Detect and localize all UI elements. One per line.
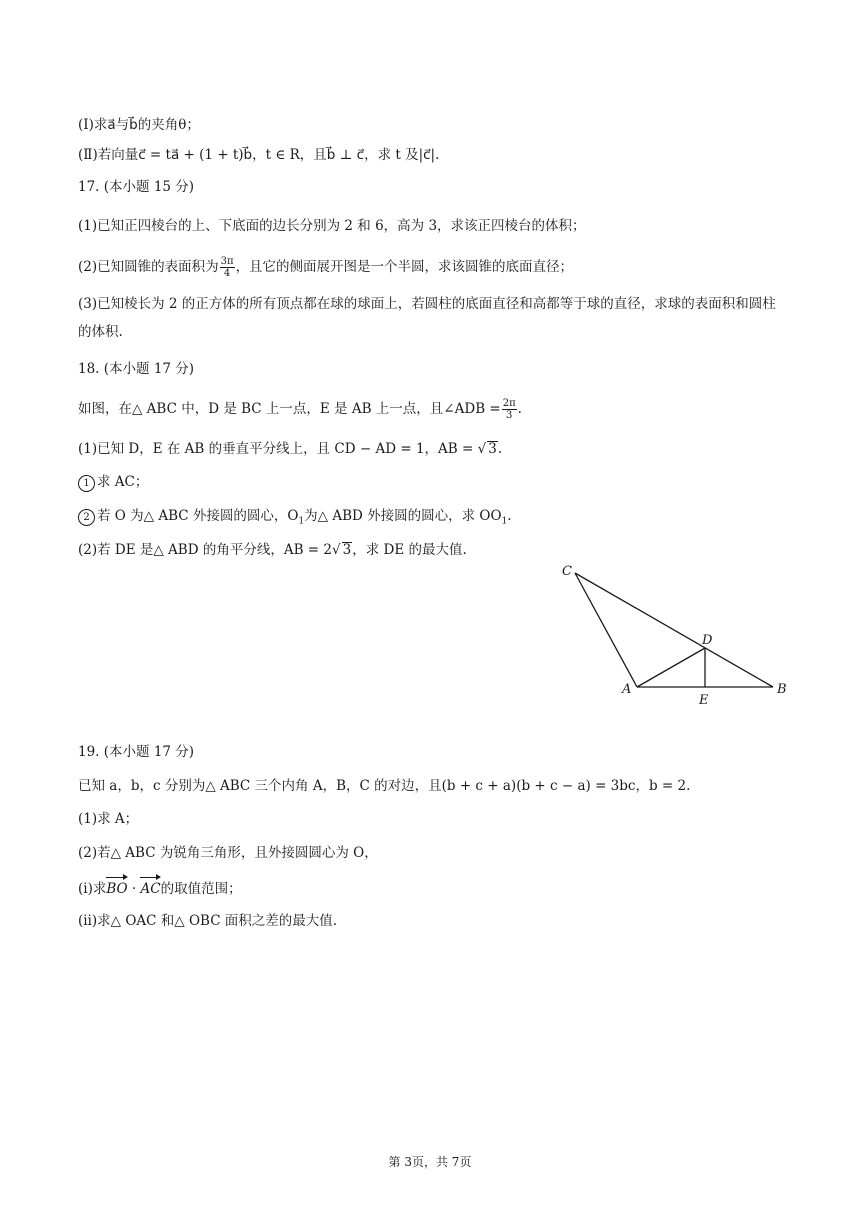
- q18-p2-post: ，求 DE 的最大值.: [352, 542, 467, 558]
- q18-c2-post: .: [507, 508, 512, 524]
- q18-p1-post: .: [497, 441, 503, 457]
- question-17-part-1: (1)已知正四棱台的上、下底面的边长分别为 2 和 6，高为 3，求该正四棱台的体积；: [78, 218, 586, 234]
- question-19-sub-i: [78, 880, 242, 898]
- subscript-1: 1: [298, 516, 305, 527]
- question-19-heading: 19. (本小题 17 分): [78, 744, 195, 760]
- q18-c2-mid: 为△ ABD 外接圆的圆心，求 OO: [304, 508, 502, 524]
- sqrt-3b: 3: [342, 542, 352, 558]
- question-16-part-2: (Ⅱ)若向量c⃗ = ta⃗ + (1 + t)b⃗，t ∈ R，且b⃗ ⊥ c⃗，求 t 及|c⃗|.: [78, 147, 440, 163]
- question-18-part-2: (2)若 DE 是△ ABD 的角平分线，AB = 2√ 3，求 DE 的最大值.: [78, 542, 467, 558]
- q19-i-post: 的取值范围；: [160, 881, 242, 897]
- dot-operator: ·: [127, 881, 141, 897]
- question-16-part-1: (Ⅰ)求a⃗与b⃗的夹角θ；: [78, 117, 200, 133]
- q19-i-pre: (ⅰ)求: [78, 881, 107, 897]
- label-D: D: [702, 633, 713, 648]
- segment-CB: [575, 573, 773, 687]
- vector-BO: BO: [106, 881, 128, 897]
- sqrt-3: 3: [488, 441, 497, 457]
- fraction-3pi-over-4: [220, 256, 235, 279]
- segment-AD: [637, 648, 705, 687]
- triangle-figure: [540, 555, 810, 715]
- frac-denominator: 4: [223, 268, 231, 279]
- q18-c2-pre: 若 O 为△ ABC 外接圆的圆心，O: [97, 508, 299, 524]
- question-18-part-1: (1)已知 D，E 在 AB 的垂直平分线上，且 CD − AD = 1，AB = √ 3.: [78, 441, 503, 457]
- label-E: E: [699, 693, 709, 708]
- q18-p2-pre: (2)若 DE 是△ ABD 的角平分线，AB = 2: [78, 542, 332, 558]
- question-19-part-2: (2)若△ ABC 为锐角三角形，且外接圆圆心为 O，: [78, 845, 378, 861]
- vector-AC: AC: [140, 881, 161, 897]
- fraction-2pi-over-3: [502, 398, 517, 421]
- question-19-intro: 已知 a，b，c 分别为△ ABC 三个内角 A，B，C 的对边，且(b + c + a)(b + c − a) = 3bc，b = 2.: [78, 778, 691, 794]
- question-18-intro: [78, 398, 522, 421]
- label-B: B: [777, 682, 787, 697]
- question-18-sub-2: [78, 507, 512, 531]
- q18-intro-post: .: [517, 401, 522, 417]
- frac-numerator: 2π: [502, 398, 516, 409]
- question-17-heading: 17. (本小题 15 分): [78, 179, 195, 195]
- page-footer: 第 3页，共 7页: [388, 1155, 472, 1169]
- frac-denominator: 3: [506, 410, 513, 421]
- q17-p2-post: ，且它的侧面展开图是一个半圆，求该圆锥的底面直径；: [235, 259, 574, 275]
- question-19-sub-ii: (ⅱ)求△ OAC 和△ OBC 面积之差的最大值.: [78, 913, 338, 929]
- circled-number-2: 2: [78, 509, 95, 526]
- q18-intro-pre: 如图，在△ ABC 中，D 是 BC 上一点，E 是 AB 上一点，且∠ADB =: [78, 401, 501, 417]
- circled-number-1: 1: [78, 475, 95, 492]
- frac-numerator: 3π: [220, 256, 234, 267]
- q18-c1-text: 求 AC；: [97, 474, 149, 490]
- label-C: C: [562, 564, 572, 579]
- q18-p1-pre: (1)已知 D，E 在 AB 的垂直平分线上，且 CD − AD = 1，AB =: [78, 441, 474, 457]
- question-19-part-1: (1)求 A；: [78, 811, 139, 827]
- q17-p2-pre: (2)已知圆锥的表面积为: [78, 259, 219, 275]
- subscript-1b: 1: [501, 516, 508, 527]
- question-17-part-3: (3)已知棱长为 2 的正方体的所有顶点都在球的球面上，若圆柱的底面直径和高都等于球的直径，求球的表面积和圆柱的体积.: [78, 296, 776, 340]
- label-A: A: [622, 682, 632, 697]
- question-18-heading: 18. (本小题 17 分): [78, 361, 195, 377]
- question-17-part-2: [78, 256, 573, 279]
- question-18-sub-1: [78, 473, 148, 492]
